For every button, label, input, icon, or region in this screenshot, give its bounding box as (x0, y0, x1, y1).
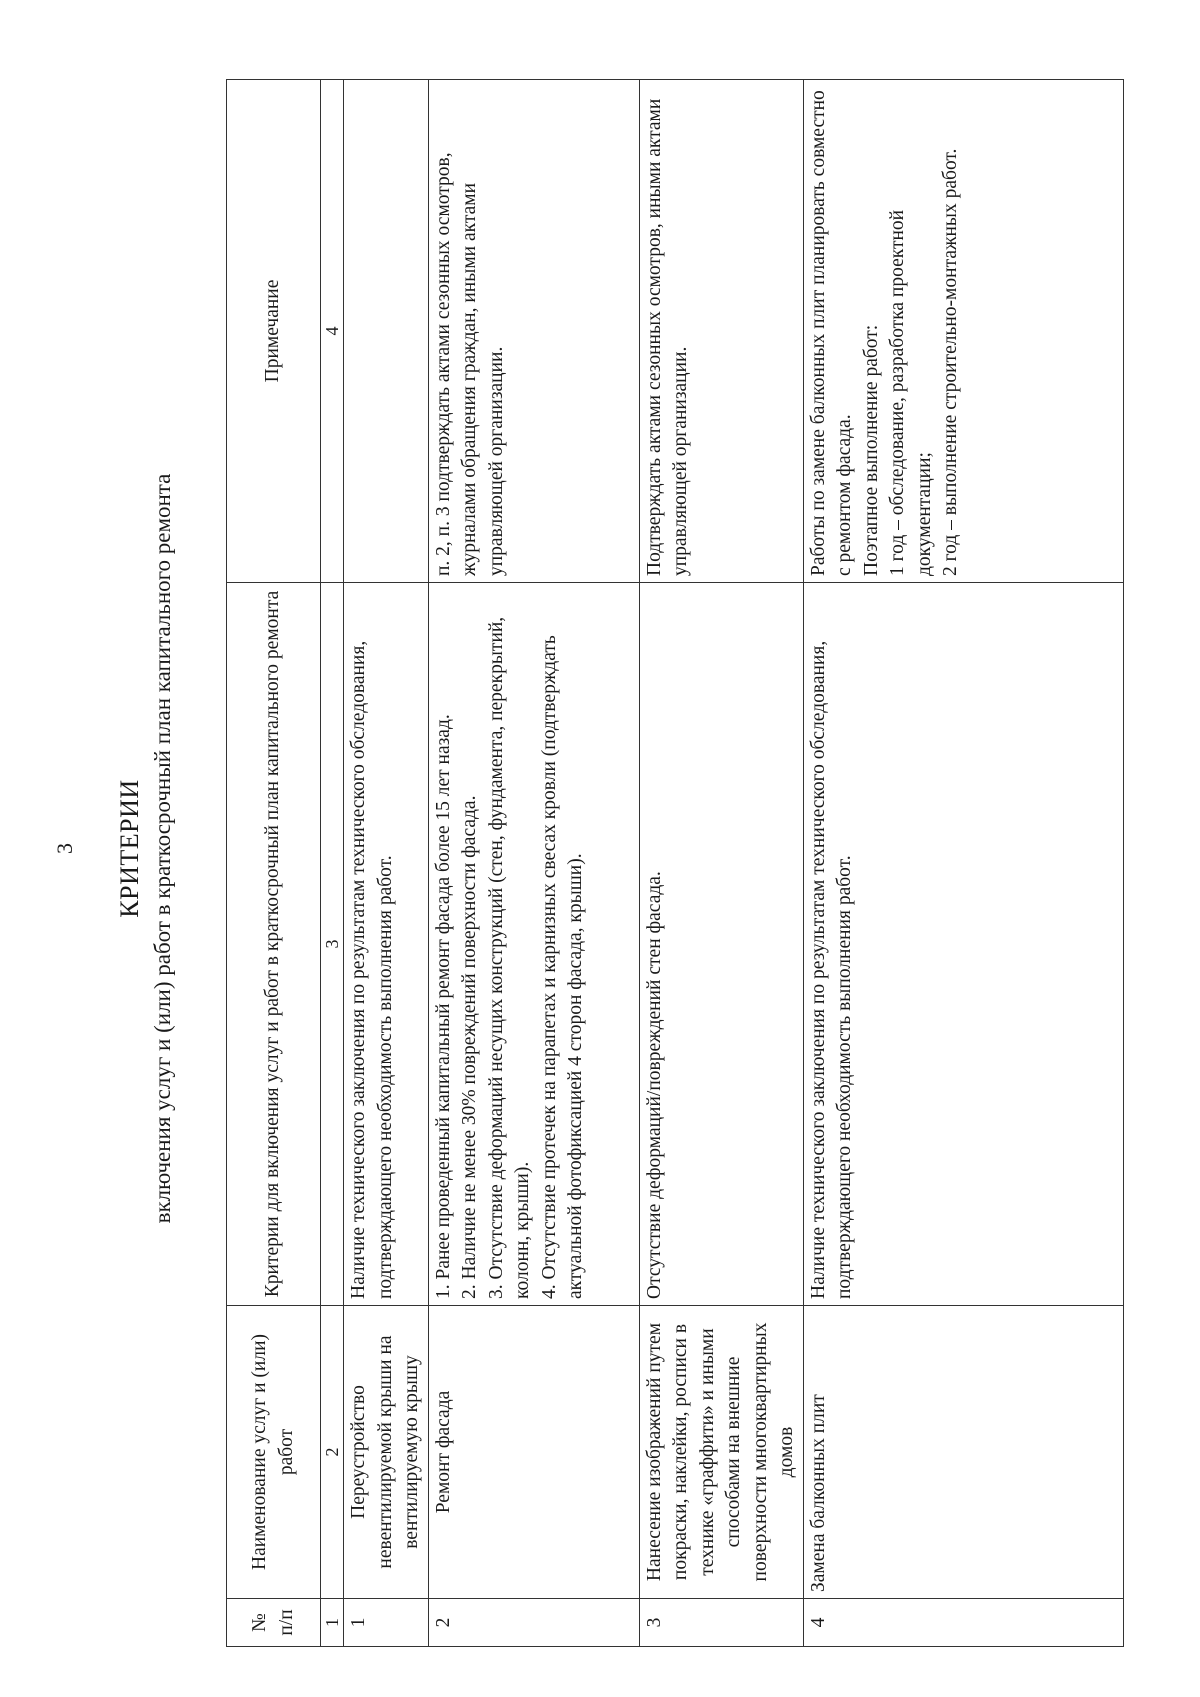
criteria-line: 1. Ранее проведенный капитальный ремонт фасада более 15 лет назад. (432, 714, 454, 1299)
row-number: 3 (639, 1599, 803, 1647)
header-criteria: Критерии для включения услуг и работ в краткосрочный план капитального ремонта (227, 583, 321, 1306)
work-name: Переустройство невентилируемой крыши на вентилируемую крышу (344, 1306, 429, 1599)
criteria-line: Наличие технического заключения по результатам технического обследования, подтверждающего необходимость выполнения работ. (348, 640, 396, 1299)
criteria-line: Наличие технического заключения по результатам технического обследования, подтверждающего необходимость выполнения работ. (807, 640, 855, 1299)
criteria-line: 3. Отсутствие деформаций несущих конструкций (стен, фундамента, перекрытий, колонн, крыши). (485, 616, 533, 1299)
note-line: Подтверждать актами сезонных осмотров, иными актами управляющей организации. (643, 98, 691, 576)
note-line: п. 2, п. 3 подтверждать актами сезонных осмотров, журналами обращения граждан, иными актами управляющей организации. (432, 152, 507, 576)
work-name: Ремонт фасада (428, 1306, 639, 1599)
column-number-row (321, 80, 344, 1647)
column-number: 4 (321, 80, 344, 583)
table-row (639, 80, 803, 1647)
row-number: 4 (803, 1599, 1123, 1647)
document-subtitle: включения услуг и (или) работ в краткосрочный план капитального ремонта (150, 473, 175, 1224)
document-title: КРИТЕРИИ (115, 779, 144, 918)
note-cell (639, 80, 803, 583)
criteria-line: Отсутствие деформаций/повреждений стен фасада. (643, 871, 665, 1299)
criteria-table (226, 79, 1124, 1647)
row-number: 2 (428, 1599, 639, 1647)
note-line: 1 год – обследование, разработка проектной документации; (887, 209, 935, 576)
work-name: Нанесение изображений путем покраски, наклейки, росписи в технике «граффити» и иными способами на внешние поверхности многоквартирных домов (639, 1306, 803, 1599)
criteria-cell (428, 583, 639, 1306)
header-number: № п/п (227, 1599, 321, 1647)
note-line: 2 год – выполнение строительно-монтажных работ. (940, 148, 961, 576)
header-name: Наименование услуг и (или) работ (227, 1306, 321, 1599)
criteria-line: 2. Наличие не менее 30% повреждений поверхности фасада. (459, 795, 480, 1299)
table-row (344, 80, 429, 1647)
work-name: Замена балконных плит (803, 1306, 1123, 1599)
criteria-line: 4. Отсутствие протечек на парапетах и карнизных свесах кровли (подтверждать актуальной фотофиксацией 4 сторон фасада, крыши). (538, 635, 586, 1299)
table-row (803, 80, 1123, 1647)
column-number: 3 (321, 583, 344, 1306)
note-cell (428, 80, 639, 583)
note-cell (344, 80, 429, 583)
criteria-cell (344, 583, 429, 1306)
note-line: Поэтапное выполнение работ: (860, 324, 882, 576)
column-number: 1 (321, 1599, 344, 1647)
row-number: 1 (344, 1599, 429, 1647)
criteria-cell (803, 583, 1123, 1306)
note-line: Работы по замене балконных плит планировать совместно с ремонтом фасада. (807, 90, 855, 576)
page-number: 3 (52, 843, 77, 854)
note-cell (803, 80, 1123, 583)
table-row (428, 80, 639, 1647)
column-number: 2 (321, 1306, 344, 1599)
criteria-cell (639, 583, 803, 1306)
header-note: Примечание (227, 80, 321, 583)
header-row (227, 80, 321, 1647)
